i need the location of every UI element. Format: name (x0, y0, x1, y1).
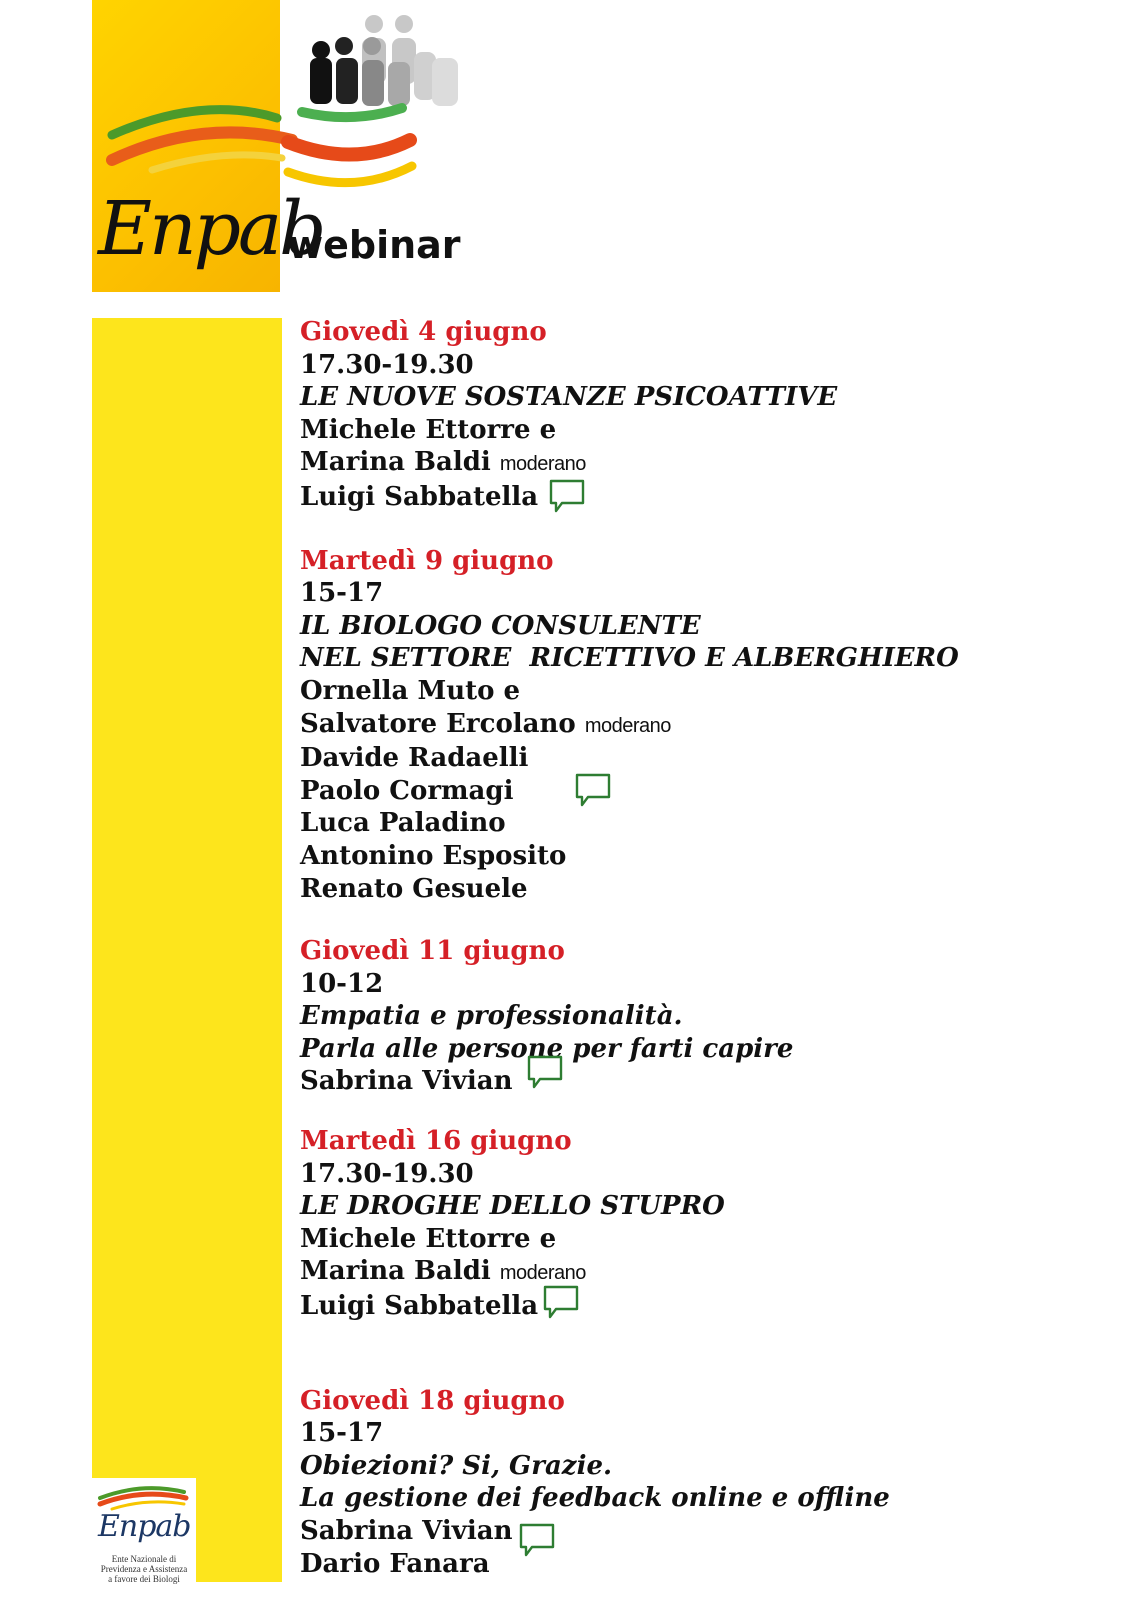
event-3 (300, 935, 1120, 1098)
tagline-line: Ente Nazionale di (111, 1554, 177, 1564)
footer-brand-name: Enpab (98, 1509, 191, 1544)
enpab-logo-graphic (92, 0, 492, 200)
speaker-moderator (300, 708, 1120, 743)
speaker: Ornella Muto e (300, 675, 521, 706)
event-time: 17.30-19.30 (300, 349, 474, 380)
moderator-note: moderano (499, 453, 586, 476)
event-title: IL BIOLOGO CONSULENTE (300, 610, 701, 641)
speaker: Sabrina Vivian (300, 1066, 513, 1097)
brand-name: Enpab (98, 186, 324, 272)
footer-enpab-logo (92, 1478, 196, 1586)
event-title: NEL SETTORE RICETTIVO E ALBERGHIERO (300, 643, 959, 674)
speaker-name: Salvatore Ercolano (300, 708, 576, 739)
speaker-name: Marina Baldi (300, 447, 491, 478)
event-1 (300, 316, 1120, 514)
event-date: Giovedì 4 giugno (300, 317, 547, 347)
event-title: La gestione dei feedback online e offline (300, 1483, 890, 1514)
brand-suffix: webinar (288, 223, 461, 267)
people-icon (310, 15, 458, 106)
speaker: Antonino Esposito (300, 840, 567, 871)
speaker: Dario Fanara (300, 1548, 490, 1579)
chat-bubble-icon (548, 478, 586, 514)
speaker: Renato Gesuele (300, 873, 528, 904)
speaker: Michele Ettorre e (300, 1223, 557, 1254)
event-title: LE DROGHE DELLO STUPRO (300, 1191, 725, 1222)
speaker: Luigi Sabbatella (300, 1291, 539, 1322)
tagline-line: a favore dei Biologi (108, 1574, 180, 1584)
event-title: Parla alle persone per farti capire (300, 1033, 794, 1064)
event-time: 15-17 (300, 578, 384, 609)
speaker: Luca Paladino (300, 808, 506, 839)
moderator-note: moderano (499, 1262, 586, 1285)
moderator-note: moderano (584, 714, 671, 737)
speaker: Davide Radaelli (300, 743, 529, 774)
event-time: 17.30-19.30 (300, 1158, 474, 1189)
footer-tagline (92, 1554, 196, 1584)
yellow-side-bar (92, 318, 282, 1582)
chat-bubble-icon (542, 1284, 580, 1320)
tagline-line: Previdenza e Assistenza (100, 1564, 188, 1574)
logo-arcs-icon (92, 1478, 196, 1512)
event-date: Giovedì 11 giugno (300, 936, 565, 967)
event-5 (300, 1385, 1120, 1581)
event-title: Empatia e professionalità. (300, 1001, 683, 1032)
speaker-moderator (300, 446, 1120, 481)
event-title: LE NUOVE SOSTANZE PSICOATTIVE (300, 382, 838, 413)
chat-bubble-icon (526, 1054, 564, 1090)
speaker-moderator (300, 1255, 1120, 1290)
speaker: Paolo Cormagi (300, 775, 514, 806)
speaker: Sabrina Vivian (300, 1516, 513, 1546)
event-4 (300, 1125, 1120, 1323)
chat-bubble-icon (518, 1522, 556, 1558)
event-date: Martedì 9 giugno (300, 545, 554, 576)
event-title: Obiezioni? Si, Grazie. (300, 1450, 613, 1481)
event-date: Giovedì 18 giugno (300, 1385, 565, 1416)
speaker-name: Marina Baldi (300, 1256, 491, 1287)
event-time: 15-17 (300, 1418, 384, 1449)
chat-bubble-icon (574, 772, 612, 808)
speaker: Michele Ettorre e (300, 414, 557, 445)
event-2 (300, 545, 1120, 906)
event-time: 10-12 (300, 968, 384, 999)
event-date: Martedì 16 giugno (300, 1126, 572, 1157)
speaker: Luigi Sabbatella (300, 481, 539, 512)
webinar-schedule (300, 316, 1120, 1580)
